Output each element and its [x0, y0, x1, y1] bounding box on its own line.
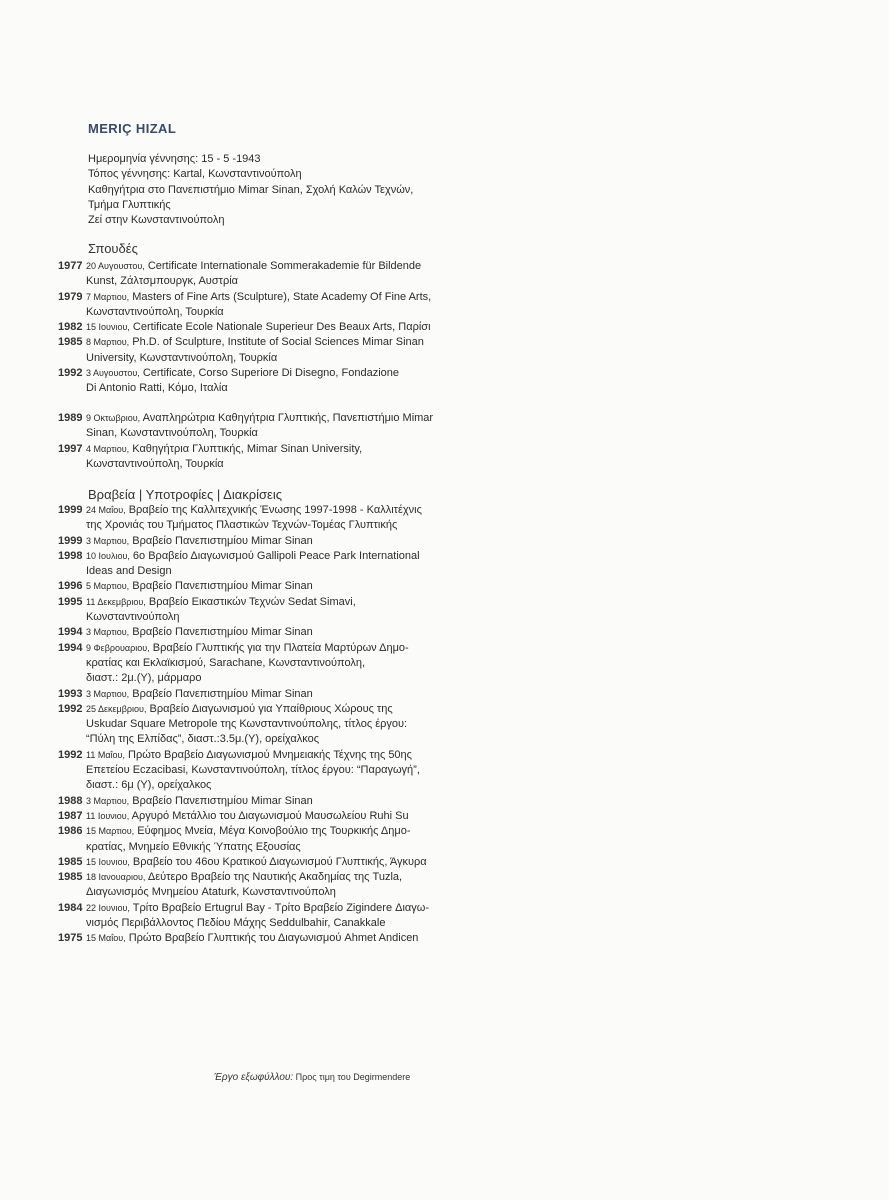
entry-date: 18 Ιανουαριου, — [86, 872, 146, 883]
entry-body — [86, 702, 458, 748]
entry-year: 1993 — [58, 687, 83, 700]
list-item — [58, 366, 458, 397]
entry-year: 1996 — [58, 580, 83, 593]
list-item — [58, 320, 458, 335]
positions-list — [58, 411, 458, 472]
entry-date: 15 Ιουνιου, — [86, 856, 130, 867]
cover-caption — [214, 1072, 410, 1083]
list-item — [58, 687, 458, 702]
entry-body — [86, 901, 458, 932]
entry-text: Βραβείο Πανεπιστημίου Mimar Sinan — [129, 580, 313, 593]
entry-text: Αναπληρώτρια Καθηγήτρια Γλυπτικής, Πανεπιστήμιο Mimar Sinan, Κωνσταντινούπολη, Τουρκία — [86, 412, 434, 440]
list-item — [58, 290, 458, 321]
entry-year: 1985 — [58, 336, 83, 349]
entry-body — [86, 366, 458, 397]
list-item — [58, 411, 458, 442]
entry-text: Certificate, Corso Superiore Di Disegno, Fondazione Di Antonio Ratti, Κόμο, Ιταλία — [86, 367, 400, 395]
entry-text: Certificate Internationale Sommerakademie für Bildende Kunst, Ζάλτσμπουργκ, Αυστρία — [86, 260, 422, 288]
entry-year: 1985 — [58, 855, 83, 868]
entry-year: 1995 — [58, 595, 83, 608]
list-item — [58, 641, 458, 687]
entry-date: 5 Μαρτιου, — [86, 581, 130, 592]
entry-year: 1988 — [58, 794, 83, 807]
entry-text: Τρίτο Βραβείο Ertugrul Bay - Τρίτο Βραβείο Zigindere Διαγω- νισμός Περιβάλλοντος Πεδίου Μάχης Seddulbahir, Canakkale — [86, 901, 430, 930]
list-item — [58, 625, 458, 640]
list-item — [58, 534, 458, 549]
entry-body — [86, 320, 458, 335]
entry-year: 1979 — [58, 290, 83, 303]
entry-date: 24 Μαΐου, — [86, 505, 126, 515]
entry-body — [86, 442, 458, 473]
entry-text: Εύφημος Μνεία, Μέγα Κοινοβούλιο της Τουρκικής Δημο- κρατίας, Μνημείο Εθνικής Ύπατης Εξουσίας — [86, 825, 411, 853]
list-item — [58, 335, 458, 366]
entry-date: 9 Φεβρουαριου, — [86, 642, 150, 653]
bio-line: Καθηγήτρια στο Πανεπιστήμιο Mimar Sinan, Σχολή Καλών Τεχνών, — [88, 183, 414, 196]
list-item — [58, 259, 458, 290]
entry-date: 8 Μαρτιου, — [86, 337, 130, 348]
entry-text: Αργυρό Μετάλλιο του Διαγωνισμού Μαυσωλείου Ruhi Su — [129, 809, 409, 822]
entry-body — [86, 549, 458, 580]
entry-body — [86, 411, 458, 442]
entry-body — [86, 641, 458, 687]
entry-body — [86, 259, 458, 290]
bio-line: Τμήμα Γλυπτικής — [88, 198, 171, 211]
list-item — [58, 901, 458, 932]
entry-text: 6ο Βραβείο Διαγωνισμού Gallipoli Peace Park International Ideas and Design — [86, 549, 420, 578]
list-item — [58, 748, 458, 794]
entry-text: Βραβείο Γλυπτικής για την Πλατεία Μαρτύρων Δημο- κρατίας και Εκλαϊκισμού, Sarachane, Κωνσταντινούπολη, διαστ.: 2μ.(Υ), μάρμαρο — [86, 641, 409, 685]
entry-year: 1992 — [58, 367, 83, 380]
entry-year: 1987 — [58, 809, 83, 822]
entry-year: 1994 — [58, 641, 83, 654]
studies-heading: Σπουδές — [88, 241, 138, 256]
entry-text: Masters of Fine Arts (Sculpture), State Academy Of Fine Arts, Κωνσταντινούπολη, Τουρκία — [86, 290, 432, 318]
entry-date: 15 Ιουνιου, — [86, 322, 130, 333]
entry-year: 1992 — [58, 702, 83, 715]
entry-year: 1998 — [58, 549, 83, 562]
entry-text: Certificate Ecole Nationale Superieur Des Beaux Arts, Παρίσι — [129, 321, 431, 334]
list-item — [58, 855, 458, 870]
entry-body — [86, 855, 458, 870]
list-item — [58, 549, 458, 580]
list-item — [58, 579, 458, 594]
entry-body — [86, 503, 458, 534]
list-item — [58, 870, 458, 901]
entry-body — [86, 931, 458, 946]
list-item — [58, 824, 458, 855]
entry-text: Βραβείο Πανεπιστημίου Mimar Sinan — [129, 687, 313, 700]
studies-list — [58, 259, 458, 397]
entry-body — [86, 595, 458, 626]
entry-date: 11 Μαΐου, — [86, 749, 125, 760]
entry-text: Ph.D. of Sculpture, Institute of Social Sciences Mimar Sinan University, Κωνσταντινούπολη, Τουρκία — [86, 336, 424, 364]
caption-label: Έργο εξωφύλλου: — [214, 1072, 294, 1083]
entry-year: 1985 — [58, 871, 83, 884]
entry-year: 1986 — [58, 825, 83, 838]
entry-year: 1994 — [58, 626, 83, 639]
entry-text: Δεύτερο Βραβείο της Ναυτικής Ακαδημίας της Tuzla, Διαγωνισμός Μνημείου Ataturk, Κωνσταντινούπολη — [86, 871, 403, 899]
entry-year: 1997 — [58, 442, 83, 455]
entry-body — [86, 687, 458, 702]
bio-line: Τόπος γέννησης: Kartal, Κωνσταντινούπολη — [88, 168, 302, 181]
entry-year: 1975 — [58, 932, 83, 945]
list-item — [58, 595, 458, 626]
entry-date: 3 Μαρτιου, — [86, 627, 130, 638]
entry-text: Βραβείο Πανεπιστημίου Mimar Sinan — [129, 626, 313, 639]
entry-year: 1984 — [58, 901, 83, 914]
entry-year: 1999 — [58, 504, 83, 516]
artist-name: MERIÇ HIZAL — [88, 121, 177, 136]
entry-date: 15 Μαΐου, — [86, 933, 126, 944]
entry-year: 1977 — [58, 260, 83, 272]
entry-body — [86, 748, 458, 794]
list-item — [58, 809, 458, 824]
entry-body — [86, 335, 458, 366]
entry-text: Βραβείο Πανεπιστημίου Mimar Sinan — [129, 534, 313, 547]
bio-line: Ζεί στην Κωνσταντινούπολη — [88, 214, 225, 227]
entry-date: 11 Δεκεμβριου, — [86, 596, 146, 607]
entry-body — [86, 809, 458, 824]
entry-date: 3 Μαρτιου, — [86, 688, 130, 699]
entry-date: 25 Δεκεμβριου, — [86, 703, 147, 714]
entry-body — [86, 290, 458, 321]
awards-heading: Βραβεία | Υποτροφίες | Διακρίσεις — [88, 487, 282, 502]
entry-date: 4 Μαρτιου, — [86, 443, 130, 454]
entry-year: 1989 — [58, 412, 83, 424]
entry-body — [86, 579, 458, 594]
entry-year: 1992 — [58, 748, 83, 761]
list-item — [58, 503, 458, 534]
entry-date: 7 Μαρτιου, — [86, 291, 130, 302]
bio-line: Ημερομηνία γέννησης: 15 - 5 -1943 — [88, 153, 261, 165]
entry-date: 22 Ιουνιου, — [86, 902, 130, 913]
awards-list — [58, 503, 458, 947]
entry-date: 3 Αυγουστου, — [86, 368, 140, 379]
entry-date: 9 Οκτωβριου, — [86, 413, 141, 423]
list-item — [58, 931, 458, 946]
entry-date: 15 Μαρτιου, — [86, 826, 135, 837]
entry-text: Βραβείο Διαγωνισμού για Υπαίθριους Χώρους της Uskudar Square Metropole της Κωνσταντινούπολης, τίτλος έργου: “Πύλη της Ελπίδας”, διαστ.:3.5μ.(Υ), ορείχαλκος — [86, 702, 408, 746]
entry-date: 10 Ιουλιου, — [86, 550, 130, 561]
entry-text: Βραβείο της Καλλιτεχνικής Ένωσης 1997-1998 - Καλλιτέχνις της Χρονιάς του Τμήματος Πλαστικών Τεχνών-Τομέας Γλυπτικής — [86, 504, 422, 532]
entry-body — [86, 824, 458, 855]
entry-body — [86, 794, 458, 809]
entry-body — [86, 625, 458, 640]
entry-date: 3 Μαρτιου, — [86, 535, 130, 546]
entry-date: 11 Ιουνιου, — [86, 810, 130, 821]
list-item — [58, 442, 458, 473]
entry-body — [86, 534, 458, 549]
entry-date: 20 Αυγουστου, — [86, 261, 145, 271]
entry-year: 1999 — [58, 534, 83, 547]
entry-text: Βραβείο Πανεπιστημίου Mimar Sinan — [129, 794, 313, 807]
biography — [88, 152, 448, 228]
entry-body — [86, 870, 458, 901]
entry-text: Πρώτο Βραβείο Διαγωνισμού Μνημειακής Τέχνης της 50ης Επετείου Eczacibasi, Κωνσταντινούπολη, τίτλος έργου: “Παραγωγή”, διαστ.: 6μ (Υ), ορείχαλκος — [86, 748, 420, 792]
list-item — [58, 702, 458, 748]
entry-text: Καθηγήτρια Γλυπτικής, Mimar Sinan University, Κωνσταντινούπολη, Τουρκία — [86, 442, 363, 470]
entry-text: Πρώτο Βραβείο Γλυπτικής του Διαγωνισμού Ahmet Andicen — [125, 932, 419, 945]
caption-text: Προς τιμη του Degirmendere — [293, 1072, 411, 1082]
entry-text: Βραβείο Εικαστικών Τεχνών Sedat Simavi, Κωνσταντινούπολη — [86, 595, 356, 624]
entry-date: 3 Μαρτιου, — [86, 795, 130, 806]
list-item — [58, 794, 458, 809]
entry-text: Βραβείο του 46ου Κρατικού Διαγωνισμού Γλυπτικής, Άγκυρα — [129, 855, 427, 868]
entry-year: 1982 — [58, 321, 83, 334]
